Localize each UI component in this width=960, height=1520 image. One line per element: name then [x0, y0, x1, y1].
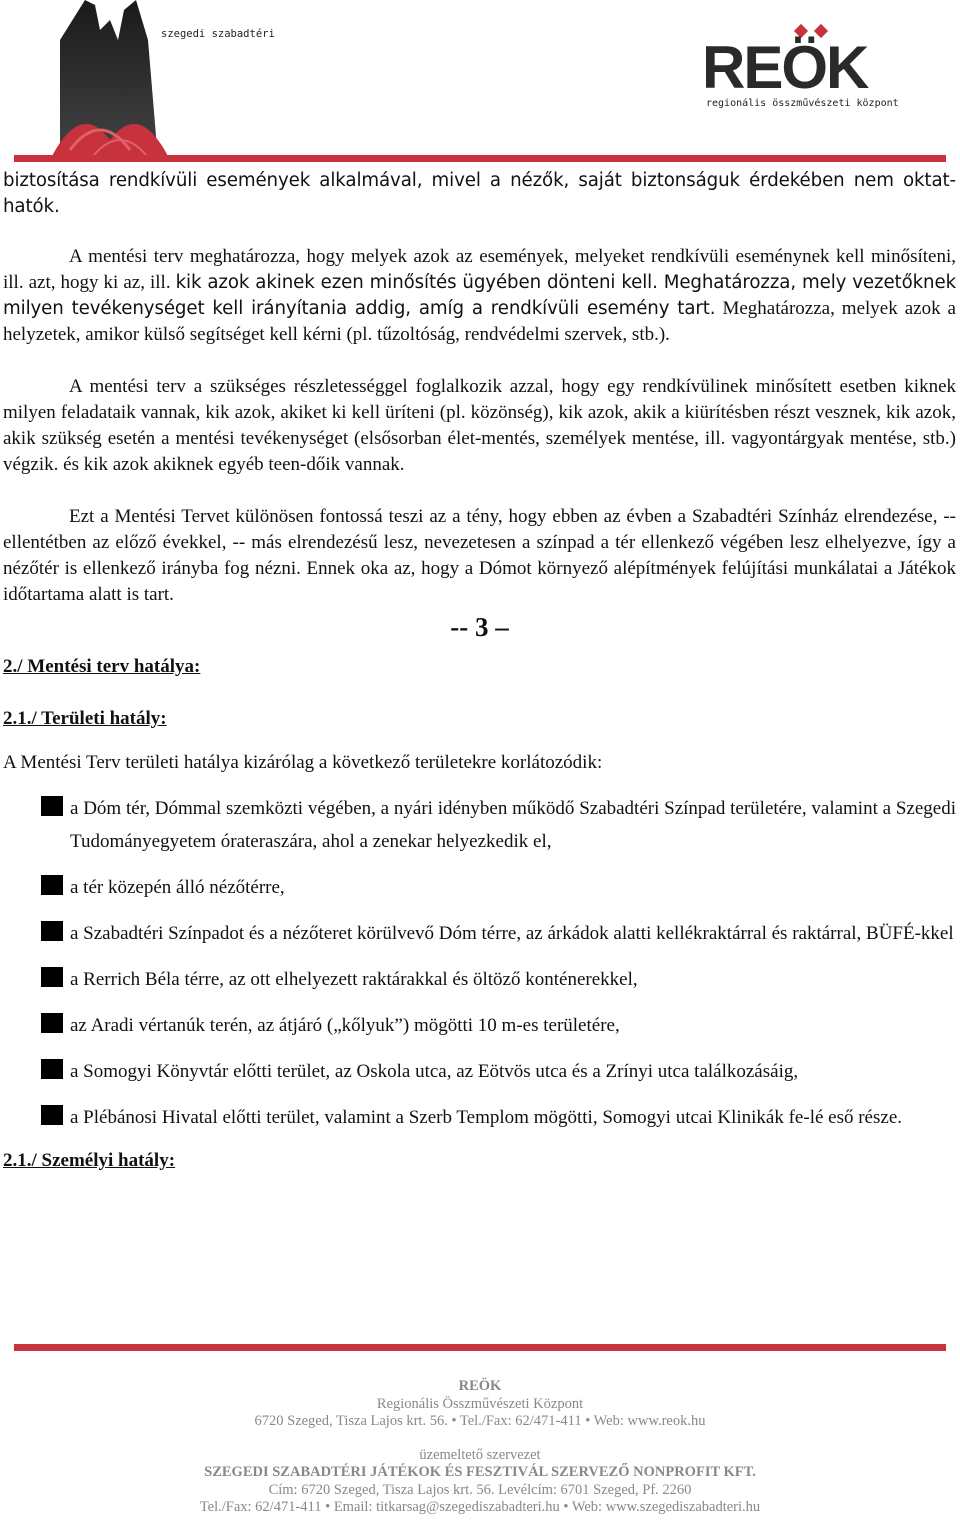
- list-item: [3, 871, 956, 904]
- footer-operator-address: Cím: 6720 Szeged, Tisza Lajos krt. 56. Levélcím: 6701 Szeged, Pf. 2260: [268, 1481, 692, 1498]
- right-logo-subtitle: regionális összművészeti központ: [706, 98, 899, 109]
- list-item: [3, 963, 956, 996]
- list-item-text: a Somogyi Könyvtár előtti terület, az Oskola utca, az Eötvös utca és a Zrínyi utca találkozásáig,: [70, 1061, 799, 1082]
- header-rule: [14, 155, 946, 162]
- square-bullet-icon: [41, 967, 63, 987]
- paragraph-2a: A mentési terv meghatározza, hogy melyek azok az események, melyeket rendkívüli eseménynek kell minősíteni, ill. azt, hogy ki az, ill.: [3, 246, 956, 293]
- list-item: [3, 1009, 956, 1042]
- square-bullet-icon: [41, 1059, 63, 1079]
- square-bullet-icon: [41, 1105, 63, 1125]
- page-footer: [0, 1378, 960, 1517]
- list-item-text: a Szabadtéri Színpadot és a nézőteret körülvevő Dóm térre, az árkádok alatti kellékraktárral és raktárral, BÜFÉ-kkel: [70, 923, 954, 944]
- square-bullet-icon: [41, 796, 63, 816]
- list-item-text: a Dóm tér, Dómmal szemközti végében, a nyári idényben működő Szabadtéri Színpad területére, valamint a Szegedi Tudományegyetem órateraszára, ahol a zenekar helyezkedik el,: [70, 798, 956, 852]
- list-item: [3, 792, 956, 858]
- list-item-text: a Rerrich Béla térre, az ott elhelyezett raktárakkal és öltöző konténerekkel,: [70, 969, 638, 990]
- footer-operator-name: SZEGEDI SZABADTÉRI JÁTÉKOK ÉS FESZTIVÁL SZERVEZŐ NONPROFIT KFT.: [204, 1464, 756, 1480]
- footer-operator-contact: Tel./Fax: 62/471-411 • Email: titkarsag@szegediszabadteri.hu • Web: www.szegediszabadteri.hu: [199, 1499, 761, 1515]
- list-item: [3, 917, 956, 950]
- reok-logo: [700, 18, 960, 138]
- list-item: [3, 1101, 956, 1134]
- heading-mentesi-terv-hatalya: 2./ Mentési terv hatálya:: [3, 656, 201, 677]
- paragraph-2b: kik azok akinek ezen minősítés ügyében dönteni kell. Meghatározza, mely vezetőknek milyen tevékenységet kell irányítania addig, amíg a rendkívüli esemény tart.: [3, 272, 956, 319]
- list-item-text: az Aradi vértanúk terén, az átjáró („kőlyuk”) mögötti 10 m-es területére,: [70, 1015, 620, 1036]
- paragraph-4: Ezt a Mentési Tervet különösen fontossá teszi az a tény, hogy ebben az évben a Szabadtéri Színház elrendezése, -- ellentétben az előző évekkel, -- más elrendezésű lesz, nevezetesen a színpad a tér ellenkező végében lesz elhelyezve, így a nézőtér is ellenkező irányba fog nézni. Ennek oka az, hogy a Dómot környező alépítmények felújítási munkálatai a Játékok időtartama alatt is tart.: [3, 506, 956, 605]
- paragraph-3: A mentési terv a szükséges részletességgel foglalkozik azzal, hogy egy rendkívülinek minősített esetben kiknek milyen feladataik vannak, kik azok, akiket ki kell üríteni (pl. közönség), kik azok, akik a kiürítésben részt vesznek, kik azok, akik szükség esetén a mentési tevékenységet (elsősorban élet-mentés, személyek mentése, ill. vagyontárgyak mentése, stb.) végzik. és kik azok akiknek egyéb teen-dőik vannak.: [3, 376, 956, 475]
- szegedi-szabadteri-logo: [40, 0, 280, 160]
- square-bullet-icon: [41, 921, 63, 941]
- territory-list: [3, 792, 956, 1134]
- list-item-text: a Plébánosi Hivatal előtti terület, valamint a Szerb Templom mögötti, Somogyi utcai Klinikák fe-lé eső része.: [70, 1107, 903, 1128]
- left-logo-text: szegedi szabadtéri: [161, 28, 275, 40]
- list-item: [3, 1055, 956, 1088]
- heading-szemelyi-hataly: 2.1./ Személyi hatály:: [3, 1150, 176, 1171]
- page-number: -- 3 –: [450, 612, 509, 642]
- page-header: [0, 0, 960, 165]
- footer-org-subtitle: Regionális Összművészeti Központ: [376, 1395, 584, 1412]
- footer-rule: [14, 1344, 946, 1351]
- square-bullet-icon: [41, 1013, 63, 1033]
- footer-org-name: REÖK: [458, 1378, 502, 1394]
- paragraph-2c: Meghatározza, melyek azok a helyzetek, amikor külső segítséget kell kérni (pl. tűzoltóság, rendvédelmi szervek, stb.).: [3, 298, 956, 345]
- paragraph-5: A Mentési Terv területi hatálya kizárólag a következő területekre korlátozódik:: [3, 752, 603, 773]
- heading-teruleti-hataly: 2.1./ Területi hatály:: [3, 708, 167, 729]
- paragraph-2: [3, 244, 956, 348]
- document-body: [3, 168, 956, 1174]
- paragraph-1: biztosítása rendkívüli események alkalmával, mivel a nézők, saját biztonságuk érdekében nem oktat-hatók.: [3, 170, 956, 217]
- footer-operator-label: üzemeltető szervezet: [419, 1446, 541, 1463]
- footer-org-contact: 6720 Szeged, Tisza Lajos krt. 56. • Tel./Fax: 62/471-411 • Web: www.reok.hu: [254, 1413, 706, 1429]
- list-item-text: a tér közepén álló nézőtérre,: [70, 877, 285, 898]
- square-bullet-icon: [41, 875, 63, 895]
- right-logo-text: REÖK: [702, 34, 868, 101]
